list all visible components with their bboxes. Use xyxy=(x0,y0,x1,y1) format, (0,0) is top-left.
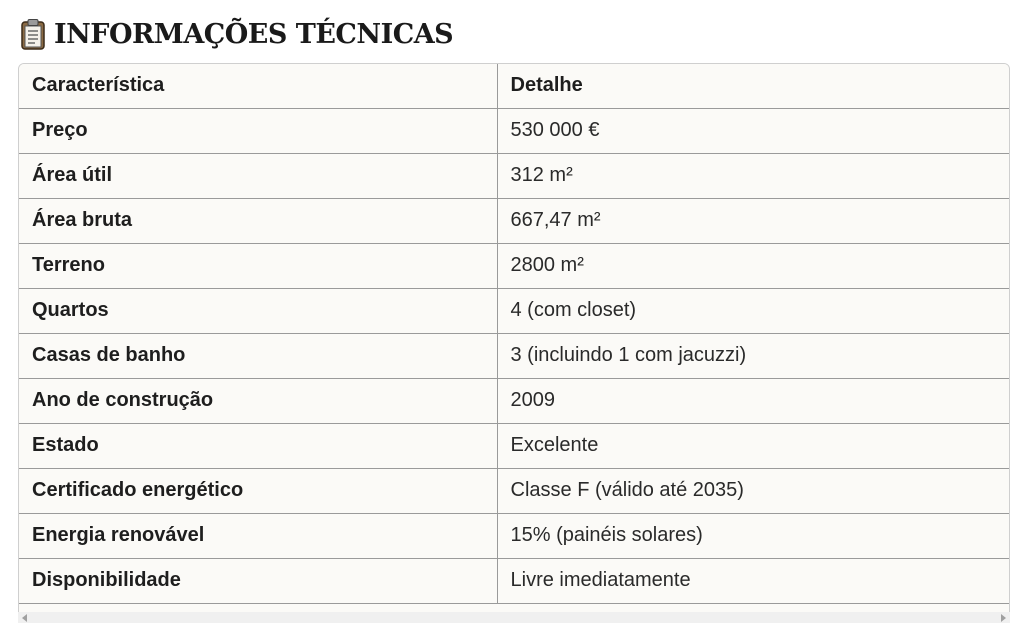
column-header-detail: Detalhe xyxy=(497,64,1009,108)
table-row xyxy=(19,153,1009,198)
column-header-characteristic: Característica xyxy=(19,64,497,108)
row-label: Casas de banho xyxy=(19,333,497,378)
row-label: Certificado energético xyxy=(19,468,497,513)
row-value: Excelente xyxy=(497,423,1009,468)
row-label: Disponibilidade xyxy=(19,558,497,603)
row-value: 2009 xyxy=(497,378,1009,423)
row-value: 2800 m² xyxy=(497,243,1009,288)
table-row xyxy=(19,198,1009,243)
row-label: Energia renovável xyxy=(19,513,497,558)
table-row xyxy=(19,243,1009,288)
table-row xyxy=(19,288,1009,333)
table-row xyxy=(19,378,1009,423)
table-row xyxy=(19,333,1009,378)
row-value: Livre imediatamente xyxy=(497,558,1009,603)
row-label: Área bruta xyxy=(19,198,497,243)
row-value: 667,47 m² xyxy=(497,198,1009,243)
technical-info-table-container[interactable] xyxy=(18,63,1010,623)
table-row xyxy=(19,513,1009,558)
section-title: INFORMAÇÕES TÉCNICAS xyxy=(54,18,454,50)
row-label: Quartos xyxy=(19,288,497,333)
section-heading xyxy=(20,14,453,54)
technical-info-table xyxy=(19,64,1009,604)
row-value: Classe F (válido até 2035) xyxy=(497,468,1009,513)
scroll-left-arrow-icon[interactable] xyxy=(22,614,27,622)
row-label: Preço xyxy=(19,108,497,153)
table-row xyxy=(19,468,1009,513)
table-row xyxy=(19,423,1009,468)
row-label: Ano de construção xyxy=(19,378,497,423)
horizontal-scrollbar[interactable] xyxy=(18,612,1010,623)
row-value: 4 (com closet) xyxy=(497,288,1009,333)
row-value: 530 000 € xyxy=(497,108,1009,153)
row-label: Terreno xyxy=(19,243,497,288)
row-label: Estado xyxy=(19,423,497,468)
row-label: Área útil xyxy=(19,153,497,198)
row-value: 15% (painéis solares) xyxy=(497,513,1009,558)
scroll-right-arrow-icon[interactable] xyxy=(1001,614,1006,622)
row-value: 3 (incluindo 1 com jacuzzi) xyxy=(497,333,1009,378)
table-row xyxy=(19,108,1009,153)
row-value: 312 m² xyxy=(497,153,1009,198)
table-header-row xyxy=(19,64,1009,108)
table-row xyxy=(19,558,1009,603)
clipboard-icon xyxy=(20,18,46,50)
